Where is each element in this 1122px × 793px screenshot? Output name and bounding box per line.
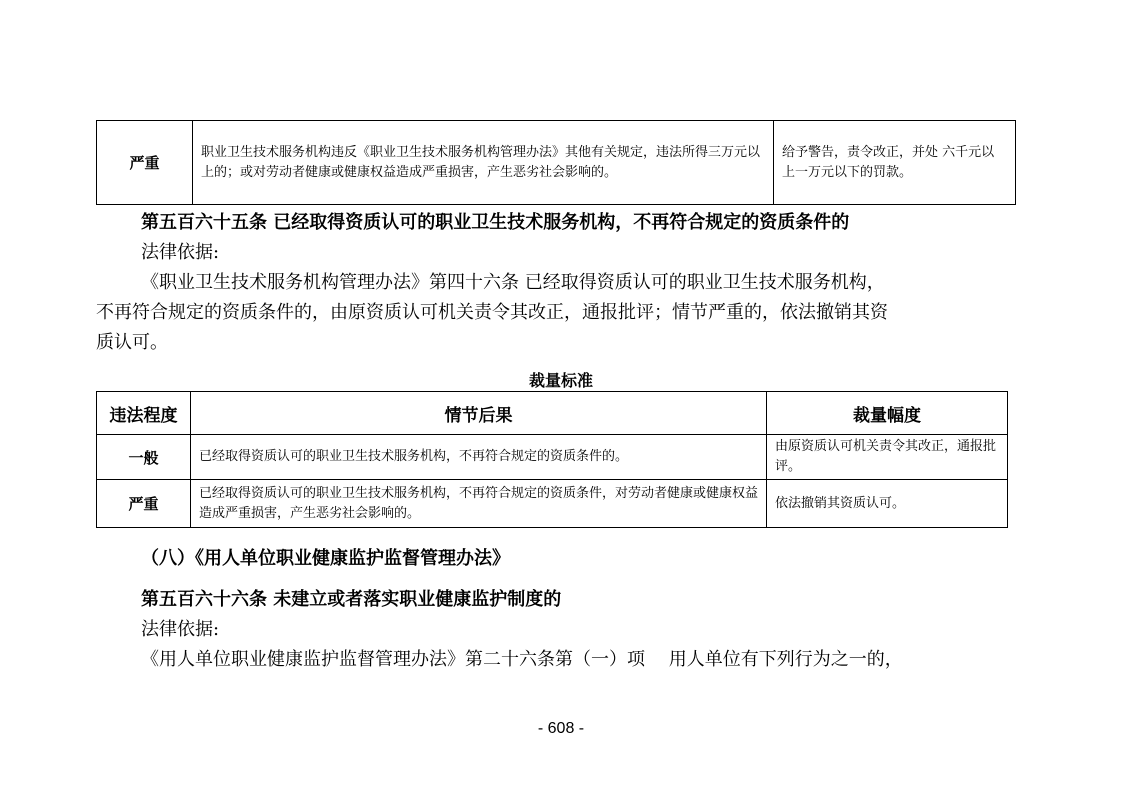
discretion-standard-table [96, 391, 1008, 528]
page-number: - 608 - [537, 720, 585, 737]
article-565-title: 第五百六十五条 已经取得资质认可的职业卫生技术服务机构，不再符合规定的资质条件的 [141, 212, 850, 233]
table-caption: 裁量标准 [528, 371, 593, 390]
degree-cell: 严重 [97, 121, 193, 205]
article-566-title: 第五百六十六条 未建立或者落实职业健康监护制度的 [141, 589, 562, 610]
degree-cell: 一般 [97, 435, 191, 480]
column-header-penalty: 裁量幅度 [767, 392, 1008, 435]
penalty-cell: 给予警告，责令改正，并处 六千元以上一万元以下的罚款。 [774, 121, 1016, 205]
article-565-basis-label: 法律依据: [141, 242, 220, 263]
table-row [97, 121, 1016, 205]
consequence-cell: 职业卫生技术服务机构违反《职业卫生技术服务机构管理办法》其他有关规定，违法所得三万元以上的；或对劳动者健康或健康权益造成严重损害，产生恶劣社会影响的。 [193, 121, 774, 205]
penalty-cell: 由原资质认可机关责令其改正，通报批评。 [767, 435, 1008, 480]
column-header-degree: 违法程度 [97, 392, 191, 435]
section-heading: （八）《用人单位职业健康监护监督管理办法》 [141, 548, 510, 569]
article-565-basis-line: 不再符合规定的资质条件的，由原资质认可机关责令其改正，通报批评；情节严重的，依法撤销其资 [96, 302, 888, 323]
consequence-cell: 已经取得资质认可的职业卫生技术服务机构，不再符合规定的资质条件的。 [191, 435, 767, 480]
article-566-basis-line: 《用人单位职业健康监护监督管理办法》第二十六条第（一）项 用人单位有下列行为之一的， [141, 649, 903, 670]
consequence-cell: 已经取得资质认可的职业卫生技术服务机构，不再符合规定的资质条件，对劳动者健康或健康权益造成严重损害，产生恶劣社会影响的。 [191, 480, 767, 528]
top-penalty-table [96, 120, 1016, 205]
table-row [97, 435, 1008, 480]
degree-cell: 严重 [97, 480, 191, 528]
article-565-basis-line: 《职业卫生技术服务机构管理办法》第四十六条 已经取得资质认可的职业卫生技术服务机构， [141, 272, 885, 293]
article-565-basis-line: 质认可。 [96, 332, 168, 353]
table-row [97, 480, 1008, 528]
penalty-cell: 依法撤销其资质认可。 [767, 480, 1008, 528]
article-566-basis-label: 法律依据: [141, 619, 220, 640]
table-header-row [97, 392, 1008, 435]
column-header-consequence: 情节后果 [191, 392, 767, 435]
